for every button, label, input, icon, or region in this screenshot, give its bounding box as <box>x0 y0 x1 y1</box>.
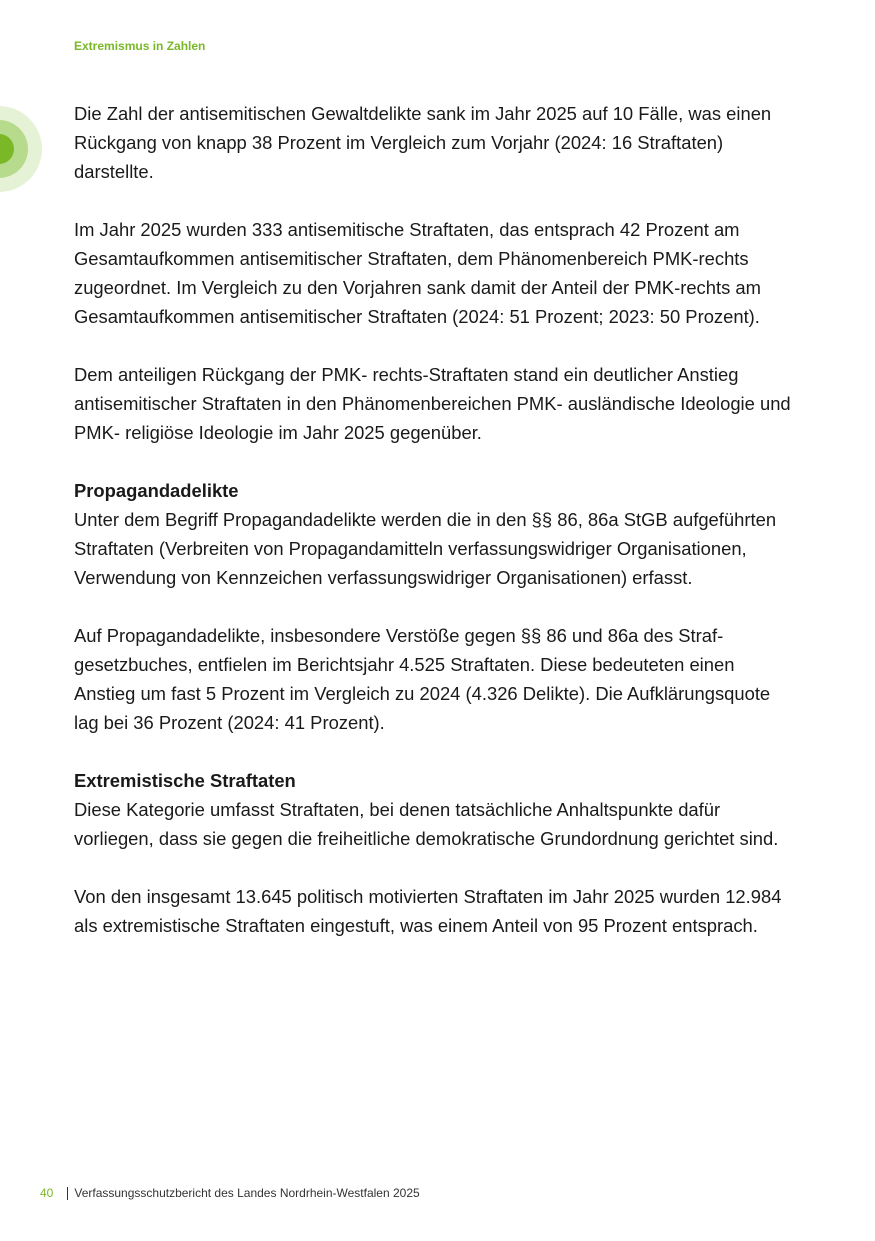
paragraph-pmk-rechts-share: Im Jahr 2025 wurden 333 antisemitische Straftaten, das entsprach 42 Prozent am Gesamtaufkommen antisemitischer Straftaten, dem Phänomenbereich PMK-rechts zugeordnet. Im Vergleich zu den Vorjahren sank damit der Anteil der PMK-rechts am Gesamtaufkommen antisemitischer Straftaten (2024: 51 Prozent; 2023: 50 Prozent). <box>74 219 761 327</box>
paragraph-antisemitic-violence: Die Zahl der antisemitischen Gewaltdelikte sank im Jahr 2025 auf 10 Fälle, was einen Rückgang von knapp 38 Prozent im Vergleich zum Vorjahr (2024: 16 Straftaten) darstellte. <box>74 103 772 182</box>
paragraph-propaganda-definition: Unter dem Begriff Propagandadelikte werden die in den §§ 86, 86a StGB aufgeführten Straftaten (Verbreiten von Propagandamitteln verfassungswidriger Organisationen, Verwendung von Kennzeichen verfassungswidriger Organisationen) erfasst. <box>74 509 777 588</box>
page-footer <box>40 1186 420 1200</box>
paragraph-pmk-shift: Dem anteiligen Rückgang der PMK- rechts-Straftaten stand ein deutlicher Anstieg antisemitischer Straftaten in den Phänomenbereichen PMK- ausländische Ideologie und PMK- religiöse Ideologie im Jahr 2025 gegenüber. <box>74 364 791 443</box>
heading-extremist-crimes: Extremistische Straftaten <box>74 770 296 791</box>
publication-title: Verfassungsschutzbericht des Landes Nordrhein-Westfalen 2025 <box>74 1186 420 1200</box>
concentric-circles-icon <box>0 106 42 192</box>
paragraph-extremist-definition: Diese Kategorie umfasst Straftaten, bei denen tatsächliche Anhaltspunkte dafür vorliegen, dass sie gegen die freiheitliche demokratische Grundordnung gerichtet sind. <box>74 799 779 849</box>
heading-propaganda: Propagandadelikte <box>74 480 239 501</box>
main-content <box>74 99 794 969</box>
footer-divider <box>67 1187 68 1200</box>
page-number: 40 <box>40 1186 54 1200</box>
paragraph-propaganda-figures: Auf Propagandadelikte, insbesondere Verstöße gegen §§ 86 und 86a des Strafgesetzbuches, entfielen im Berichtsjahr 4.525 Straftaten. Diese bedeuteten einen Anstieg um fast 5 Prozent im Vergleich zu 2024 (4.326 Delikte). Die Aufklärungsquote lag bei 36 Prozent (2024: 41 Prozent). <box>74 625 771 733</box>
paragraph-extremist-figures: Von den insgesamt 13.645 politisch motivierten Straftaten im Jahr 2025 wurden 12.984 als extremistische Straftaten eingestuft, was einem Anteil von 95 Prozent entsprach. <box>74 886 782 936</box>
running-header: Extremismus in Zahlen <box>74 39 206 53</box>
